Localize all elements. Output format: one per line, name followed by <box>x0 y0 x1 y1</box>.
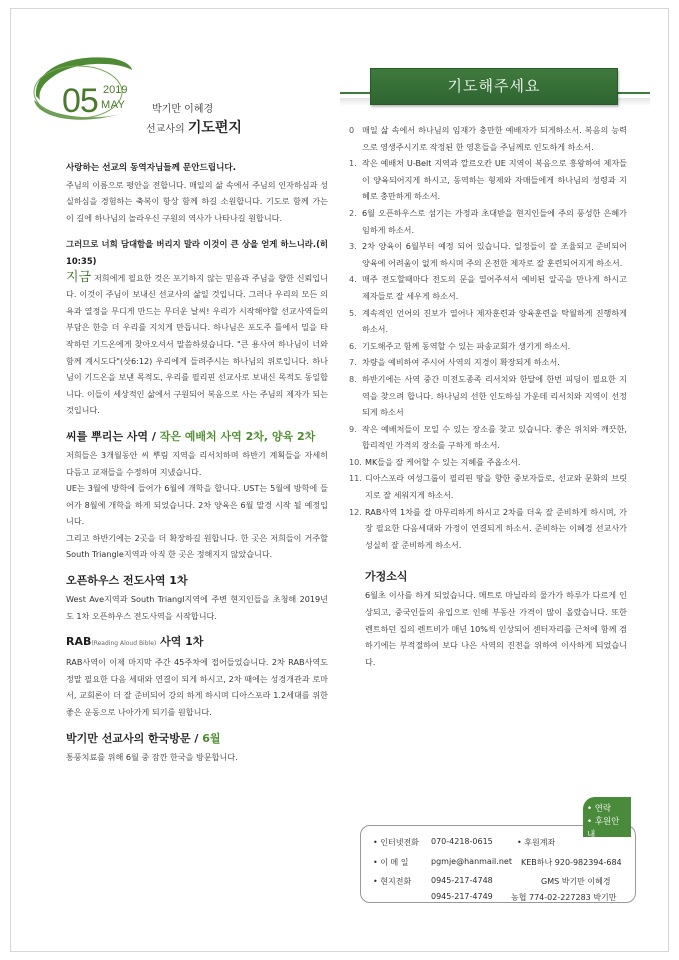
prayer-banner: 기도해주세요 <box>370 68 618 105</box>
sender-names: 박기만 이혜경 <box>152 104 214 115</box>
internet-phone-value: 070-4218-0615 <box>431 837 493 846</box>
bank-account-3: 농협 774-02-227283 박기만 <box>511 893 617 902</box>
prayer-number: 3. <box>349 241 357 252</box>
prayer-item <box>349 338 627 355</box>
seed-body-3: 그리고 하반기에는 2곳을 더 확장하길 원합니다. 한 곳은 저희들이 거주할 South Triangle지역과 아직 한 곳은 정해지지 않았습니다. <box>66 532 328 560</box>
prayer-number: 0 <box>349 125 355 135</box>
openhouse-body: West Ave지역과 South Triangl지역에 주변 현지인들을 초청해 2019년도 1차 오픈하우스 전도사역을 시작합니다. <box>66 594 328 621</box>
internet-phone-label: • 인터넷전화 <box>373 838 419 847</box>
now-paragraph: 지금 저희에게 필요한 것은 포기하지 않는 믿음과 주님을 향한 신뢰입니다. 이것이 주님이 보내신 선교사의 삶일 것입니다. 그러나 우리의 모든 의욕과 열정을 무디게 만드는 무더운 날씨! 우리가 시작해야할 선교사역들의 부담은 한층 더 우리를 지치게 만듭니다. 하나님은 포도주 틀에서 밀을 타작하던 기드온에게 찾아오셔서 말씀하셨습니다. "큰 용사여 하나님이 너와 함께 계시도다"(삿6:12) 우리에게 들려주시는 하나님의 위로입니다. 하나님이 기드온을 보낸 목적도, 우리를 필리핀 선교사로 보내신 목적도 동일합니다. 이들이 세상적인 삶에서 구원되어 복음으로 사는 주님의 제자가 되는 것입니다. <box>66 269 328 416</box>
prayer-text: 매주 전도할때마다 전도의 문을 열어주셔서 예비된 알곡을 만나게 하시고 제자들로 잘 세우게 하소서. <box>362 274 627 301</box>
prayer-number: 12. <box>349 506 362 517</box>
prayer-text: 디아스포라 여성그룹이 필리핀 땅을 향한 중보자들로, 선교와 문화의 브릿지로 잘 세워지게 하소서. <box>365 473 627 501</box>
seed-heading: 씨를 뿌리는 사역 / 작은 예배처 사역 2차, 양육 2차 <box>66 429 316 443</box>
prayer-number: 8. <box>349 373 357 384</box>
prayer-text: 2차 양육이 6월부터 예정 되어 있습니다. 일정들이 잘 조율되고 준비되어 양육에 어려움이 없게 하시며 주의 온전한 제자로 잘 훈련되어지게 하소서. <box>362 241 627 268</box>
prayer-list <box>349 122 627 553</box>
prayer-text: 차량을 예비하여 주시어 사역의 지경이 확장되게 하소서. <box>362 357 560 368</box>
right-column <box>349 122 627 670</box>
local-phone-2: 0945-217-4749 <box>431 892 493 901</box>
visit-heading: 박기만 선교사의 한국방문 / 6월 <box>66 731 221 745</box>
letter-title: 선교사의 기도편지 <box>146 120 242 136</box>
prayer-number: 10. <box>349 456 362 467</box>
greeting-heading: 사랑하는 선교의 동역자님들께 문안드립니다. <box>66 163 236 173</box>
bank-account-1: KEB하나 920-982394-684 <box>521 858 622 867</box>
prayer-item <box>349 371 627 421</box>
local-phone-label: • 현지전화 <box>373 877 412 886</box>
prayer-item <box>349 454 627 471</box>
visit-body: 통풍치료를 위해 6월 중 잠깐 한국을 방문합니다. <box>66 751 238 762</box>
rab-body: RAB사역이 이제 마지막 주간 45주차에 접어들었습니다. 2차 RAB사역도 정말 필요한 다음 세대와 연결이 되게 하시고, 2차 때에는 성경개관과 로마서, 교회론이 더 잘 준비되어 강의 하게 하시며 디아스포라 1.2세대를 위한 좋은 운동으로 나아가게 되기를 원합니다. <box>66 657 328 718</box>
prayer-number: 9. <box>349 423 357 434</box>
prayer-number: 4. <box>349 274 357 285</box>
prayer-item <box>349 421 627 454</box>
prayer-text: 하반기에는 사역 중간 미전도종족 리서치와 한달에 한번 피딩이 필요한 지역을 찾으려 합니다. 하나님의 선한 인도하심 가운데 리서치와 지역이 선정되게 하소서 <box>362 373 627 418</box>
prayer-number: 6. <box>349 340 357 351</box>
prayer-number: 11. <box>349 473 362 484</box>
contact-tag-line-2: • 후원안내 <box>587 817 620 840</box>
prayer-item <box>349 271 627 304</box>
date-day: 05 <box>62 82 98 120</box>
prayer-item <box>349 122 627 155</box>
openhouse-heading: 오픈하우스 전도사역 1차 <box>66 574 188 588</box>
family-body: 6월초 이사를 하게 되었습니다. 메트로 마닐라의 물가가 하루가 다르게 인상되고, 중국인들의 유입으로 인해 부동산 가격이 많이 올랐습니다. 또한 렌트하던 집의 렌트비가 매년 10%씩 인상되어 센터자리를 근처에 함께 겸하기에는 부적절하여 보다 나은 사역의 진전을 위하여 이사하게 되었습니다. <box>365 590 627 667</box>
prayer-text: 기도해주고 함께 동역할 수 있는 파송교회가 생기게 하소서. <box>362 340 571 351</box>
prayer-number: 2. <box>349 207 357 218</box>
email-label: • 이 메 일 <box>373 858 409 867</box>
prayer-number: 1. <box>349 158 357 169</box>
prayer-item <box>349 305 627 338</box>
prayer-item <box>349 238 627 271</box>
contact-tag-line-1: • 연락 <box>587 804 612 814</box>
seed-body-2: UE는 3월에 방학에 들어가 6월에 개학을 합니다. UST는 5월에 방학에 들어가 8월에 개학을 하게 되었습니다. 2차 양육은 6월 말경 시작 될 예정입니다. <box>66 483 328 527</box>
support-account-label: • 후원계좌 <box>517 838 556 847</box>
prayer-item <box>349 155 627 205</box>
bank-account-2: GMS 박기만 이혜경 <box>541 877 611 886</box>
prayer-item <box>349 470 627 503</box>
greeting-body: 주님의 이름으로 평안을 전합니다. 매일의 삶 속에서 주님의 인자하심과 성실하심을 경험하는 축복이 항상 함께 하길 소원합니다. 기도로 함께 가는 이 길에 하나님의 놀라우신 구원의 역사가 나타나길 원합니다. <box>66 179 328 223</box>
prayer-text: MK들을 잘 케어할 수 있는 지혜를 주옵소서. <box>365 456 521 467</box>
prayer-number: 5. <box>349 307 357 318</box>
prayer-item <box>349 504 627 554</box>
prayer-text: 작은 예배처 U-Belt 지역과 깔르오칸 UE 지역이 복음으로 흥왕하여 제자들이 양육되어지게 하시고, 동역하는 형제와 자매들에게 하나님의 성령과 지혜로 충만하게 하소서. <box>362 158 627 202</box>
contact-tag <box>583 797 631 840</box>
rab-heading: RAB(Reading Aloud Bible) 사역 1차 <box>66 635 204 649</box>
prayer-text: 작은 예배처들이 모일 수 있는 장소를 찾고 있습니다. 좋은 위치와 깨끗한, 합리적인 가격의 장소를 구하게 하소서. <box>362 423 627 451</box>
date-month: MAY <box>101 99 126 111</box>
prayer-text: 계속적인 언어의 진보가 열어나 제자훈련과 양육훈련을 탁월하게 진행하게 하소서. <box>362 307 627 335</box>
date-year: 2019 <box>103 84 128 96</box>
prayer-text: RAB사역 1차를 잘 마무리하게 하시고 2차를 더욱 잘 준비하게 하시며, 가장 필요한 다음세대와 가정이 연결되게 하소서. 준비하는 이혜경 선교사가 성실히 잘 준비하게 하소서. <box>365 506 627 550</box>
local-phone-1: 0945-217-4748 <box>431 876 493 885</box>
left-column <box>66 160 328 765</box>
prayer-text: 매일 삶 속에서 하나님의 임재가 충만한 예배자가 되게하소서. 복음의 능력으로 영생주시기로 작정된 한 영혼들을 주님께로 인도하게 하소서. <box>362 125 627 152</box>
prayer-number: 7. <box>349 357 357 368</box>
prayer-item <box>349 354 627 371</box>
family-heading: 가정소식 <box>365 570 408 584</box>
email-value: pgmje@hanmail.net <box>431 857 512 866</box>
prayer-item <box>349 205 627 238</box>
seed-body-1: 저희들은 3개월동안 씨 뿌림 지역을 리서치하며 하반기 계획들을 자세히 다듬고 교재들을 수정하며 지냈습니다. <box>66 449 328 477</box>
prayer-text: 6월 오픈하우스로 섬기는 가정과 초대받을 현지인들에 주의 풍성한 은혜가 임하게 하소서. <box>362 207 627 235</box>
bible-verse: 그러므로 너희 담대함을 버리지 말라 이것이 큰 상을 얻게 하느니라.(히 10:35) <box>66 239 328 266</box>
